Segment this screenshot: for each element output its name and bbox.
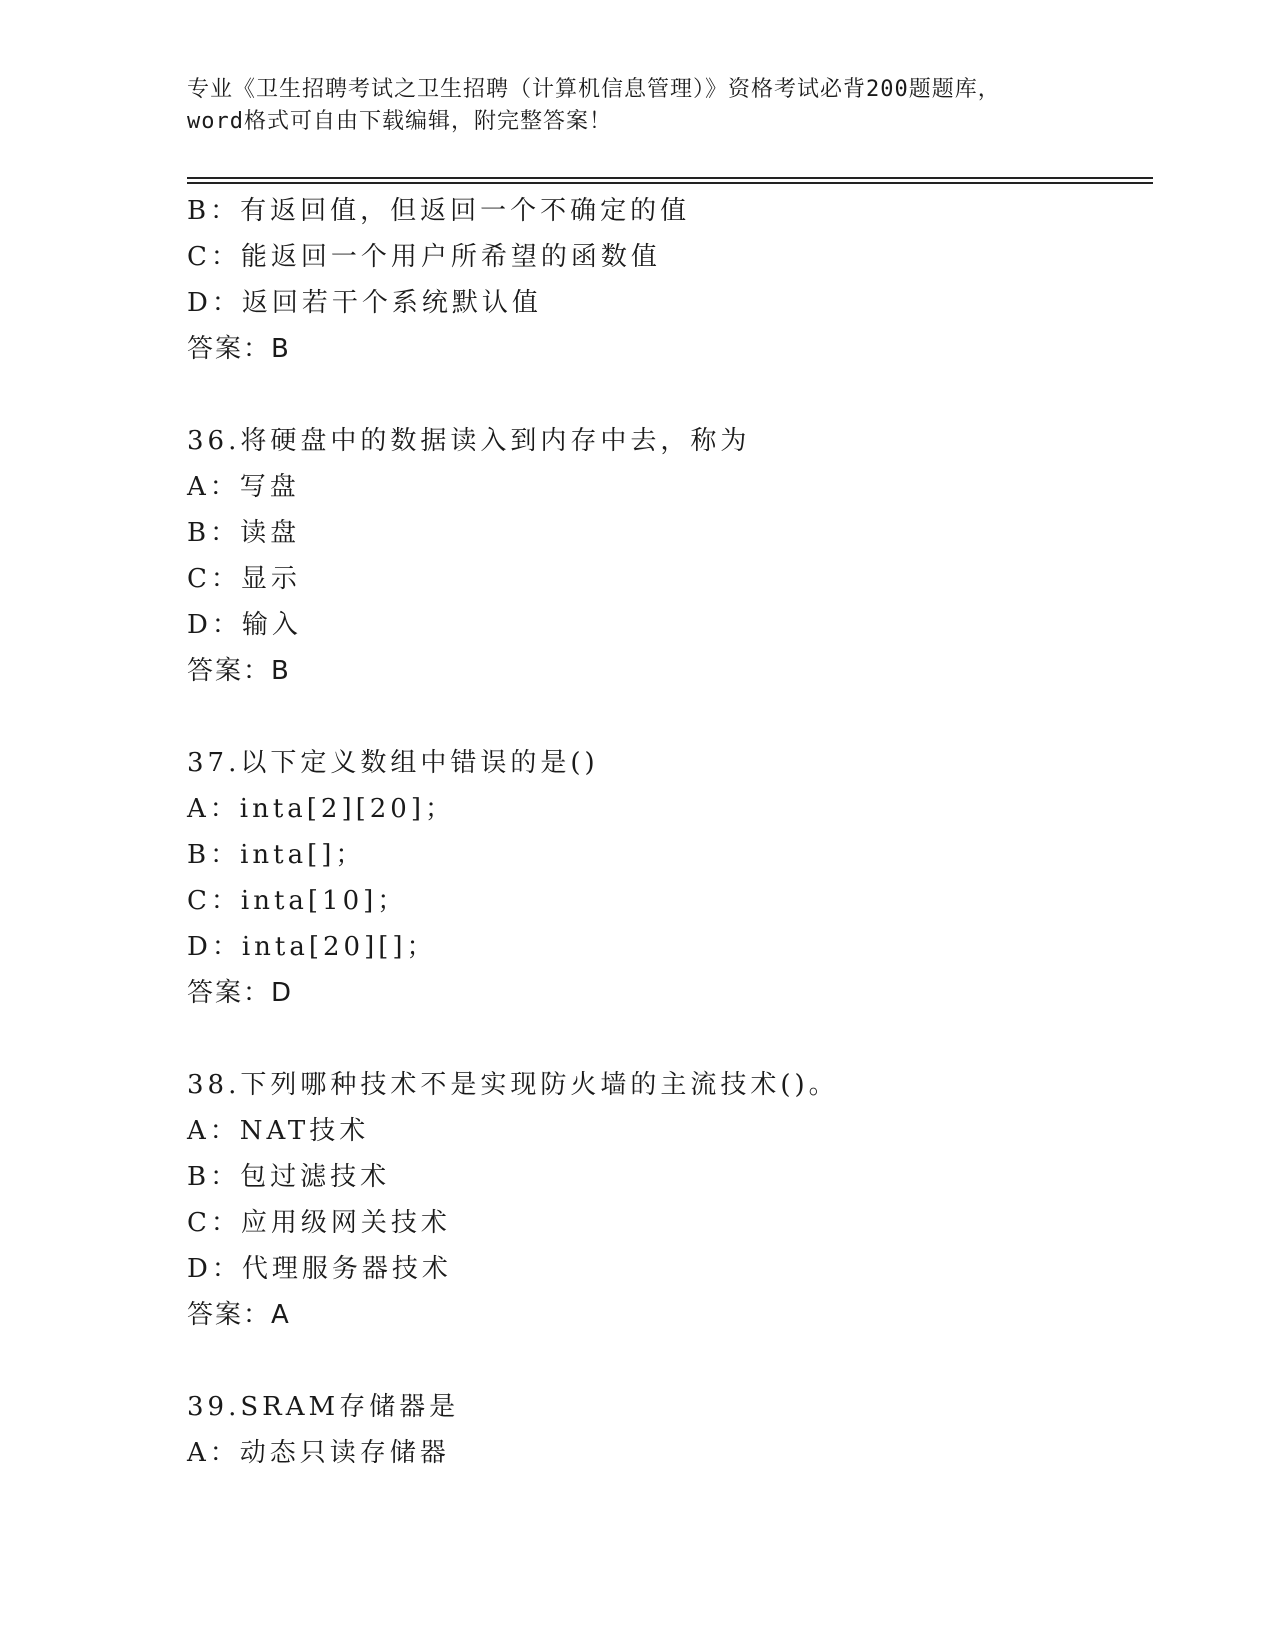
- option-b: B：包过滤技术: [187, 1162, 391, 1192]
- header-title-line-1: 专业《卫生招聘考试之卫生招聘（计算机信息管理）》资格考试必背200题题库，: [187, 77, 1001, 102]
- option-c: C：inta[10]；: [187, 886, 408, 916]
- option-a: A：写盘: [187, 472, 300, 502]
- spacer: [187, 1016, 1147, 1062]
- header-divider-top: [187, 177, 1153, 179]
- option-c: C：能返回一个用户所希望的函数值: [187, 242, 661, 272]
- option-b: B：读盘: [187, 518, 301, 548]
- question-text: 37.以下定义数组中错误的是(): [187, 748, 599, 778]
- document-header: [187, 74, 1087, 138]
- question-block-35: [187, 188, 1147, 372]
- question-text: 36.将硬盘中的数据读入到内存中去，称为: [187, 426, 751, 456]
- question-block-37: [187, 740, 1147, 1016]
- spacer: [187, 694, 1147, 740]
- question-list: [187, 188, 1147, 1476]
- spacer: [187, 1338, 1147, 1384]
- answer-line: 答案：D: [187, 978, 294, 1008]
- question-block-39: [187, 1384, 1147, 1476]
- question-block-38: [187, 1062, 1147, 1338]
- option-d: D：返回若干个系统默认值: [187, 288, 542, 318]
- option-a: A：NAT技术: [187, 1116, 370, 1146]
- option-c: C：显示: [187, 564, 301, 594]
- option-a: A：动态只读存储器: [187, 1438, 450, 1468]
- question-block-36: [187, 418, 1147, 694]
- option-b: B：有返回值，但返回一个不确定的值: [187, 196, 691, 226]
- answer-line: 答案：B: [187, 334, 291, 364]
- question-text: 38.下列哪种技术不是实现防火墙的主流技术()。: [187, 1070, 839, 1100]
- option-b: B：inta[]；: [187, 840, 366, 870]
- option-d: D：inta[20][]；: [187, 932, 437, 962]
- option-d: D：代理服务器技术: [187, 1254, 452, 1284]
- option-d: D：输入: [187, 610, 302, 640]
- option-c: C：应用级网关技术: [187, 1208, 451, 1238]
- option-a: A：inta[2][20]；: [187, 794, 455, 824]
- header-title-line-2: word格式可自由下载编辑，附完整答案！: [187, 109, 612, 134]
- spacer: [187, 372, 1147, 418]
- question-text: 39.SRAM存储器是: [187, 1392, 460, 1422]
- answer-line: 答案：A: [187, 1300, 291, 1330]
- answer-line: 答案：B: [187, 656, 291, 686]
- header-divider-bottom: [187, 182, 1153, 184]
